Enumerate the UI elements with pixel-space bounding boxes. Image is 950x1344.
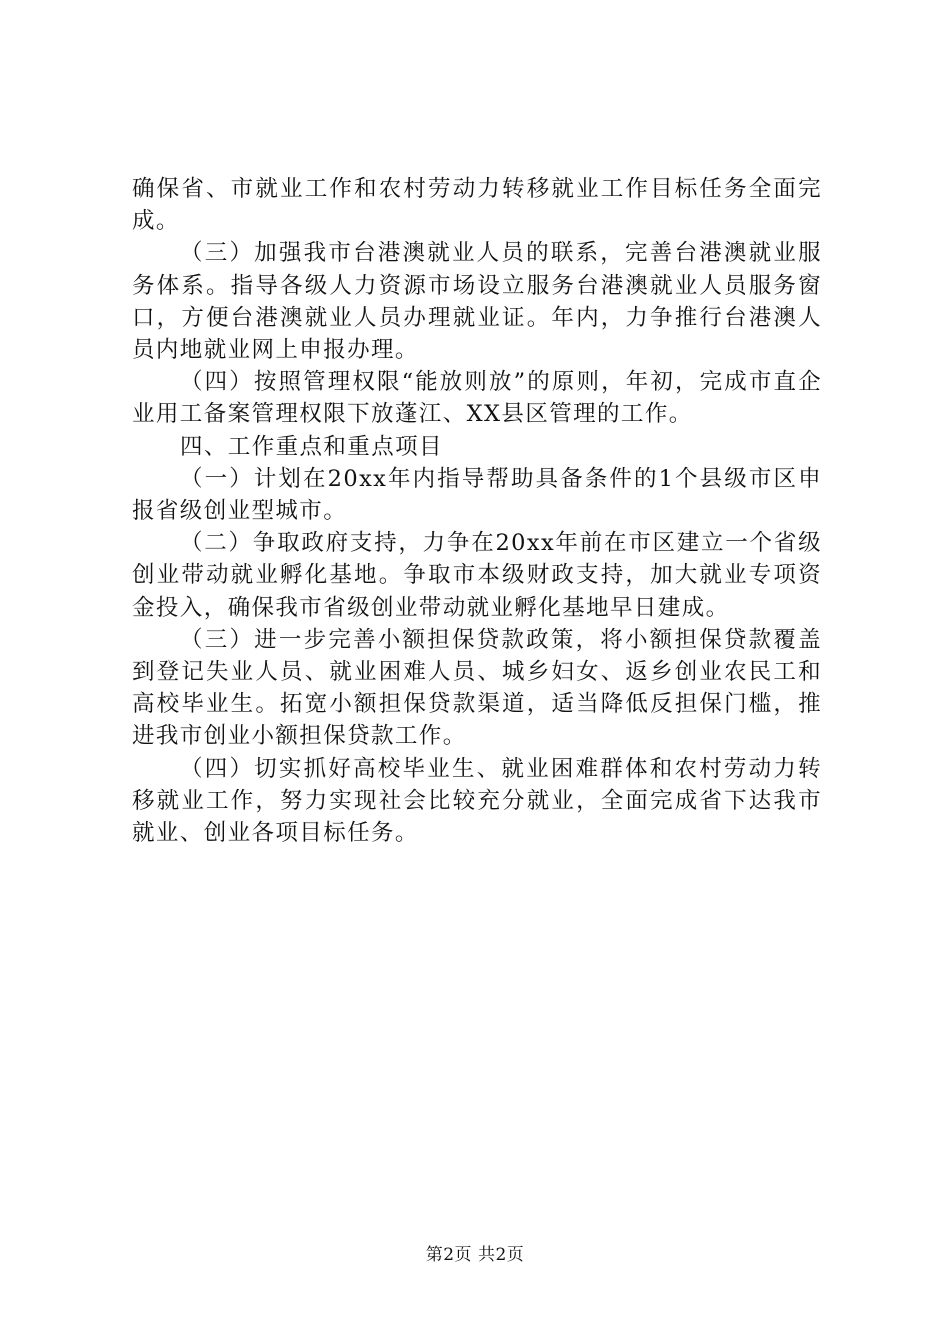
paragraph-item-4-management-authority: （四）按照管理权限“能放则放”的原则，年初，完成市直企业用工备案管理权限下放蓬江、XX县区管理的工作。: [132, 369, 822, 428]
paragraph-continuation: 确保省、市就业工作和农村劳动力转移就业工作目标任务全面完成。: [132, 176, 822, 235]
paragraph-item-4-employment-targets: （四）切实抓好高校毕业生、就业困难群体和农村劳动力转移就业工作，努力实现社会比较充分就业，全面完成省下达我市就业、创业各项目标任务。: [132, 755, 822, 847]
paragraph-item-3-guaranteed-loans: （三）进一步完善小额担保贷款政策，将小额担保贷款覆盖到登记失业人员、就业困难人员、城乡妇女、返乡创业农民工和高校毕业生。拓宽小额担保贷款渠道，适当降低反担保门槛，推进我市创业小额担保贷款工作。: [132, 626, 822, 750]
paragraph-item-2-incubation-base: （二）争取政府支持，力争在20xx年前在市区建立一个省级创业带动就业孵化基地。争取市本级财政支持，加大就业专项资金投入，确保我市省级创业带动就业孵化基地早日建成。: [132, 530, 822, 621]
paragraph-item-1-entrepreneurial-city: （一）计划在20xx年内指导帮助具备条件的1个县级市区申报省级创业型城市。: [132, 465, 822, 525]
paragraph-item-3-taiwan-hk-macao: （三）加强我市台港澳就业人员的联系，完善台港澳就业服务体系。指导各级人力资源市场设立服务台港澳就业人员服务窗口，方便台港澳就业人员办理就业证。年内，力争推行台港澳人员内地就业网上申报办理。: [132, 240, 822, 364]
section-heading-key-projects: 四、工作重点和重点项目: [180, 433, 443, 460]
document-body: [132, 173, 822, 849]
page-footer: 第2页 共2页: [425, 1245, 525, 1265]
